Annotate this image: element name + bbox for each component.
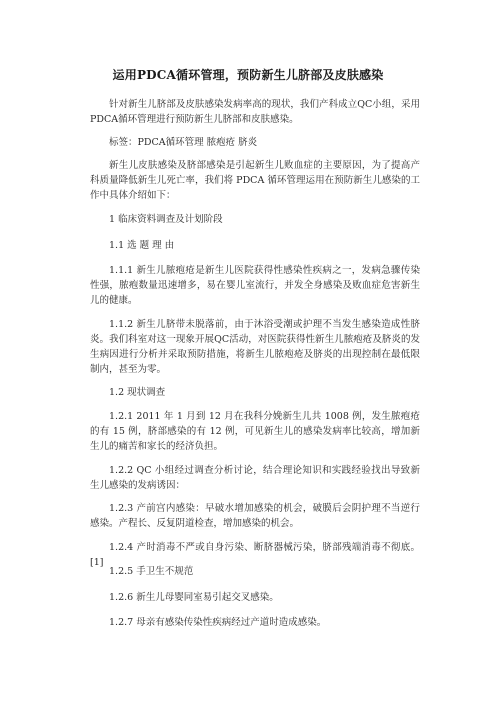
section-heading-1-1: 1.1 选 题 理 由 — [109, 240, 175, 251]
paragraph-1-2-1: 1.2.1 2011 年 1 月到 12 月在我科分娩新生儿共 1008 例，发生脓疱疮的有 15 例，脐部感染的有 12 例，可见新生儿的感染发病率比较高，增加新生儿的痛苦和家长的经济负担。 — [90, 411, 420, 452]
paragraph-1-2-4: 1.2.4 产时消毒不严或自身污染、断脐器械污染，脐部残端消毒不彻底。[1] — [90, 542, 420, 568]
paragraph-1-2-3: 1.2.3 产前宫内感染：早破水增加感染的机会，破膜后会阴护理不当逆行感染。产程长、反复阴道检查，增加感染的机会。 — [90, 503, 420, 529]
paragraph-1-1-1: 1.1.1 新生儿脓疱疮是新生儿医院获得性感染性疾病之一，发病急骤传染性强，脓疱数量迅速增多，易在婴儿室流行，并发全身感染及败血症危害新生儿的健康。 — [90, 265, 420, 306]
paragraph-1-2-7: 1.2.7 母亲有感染传染性疾病经过产道时造成感染。 — [109, 617, 327, 628]
section-heading-1-2: 1.2 现状调查 — [109, 387, 166, 398]
paragraph-1-1-2: 1.1.2 新生儿脐带未脱落前，由于沐浴受潮或护理不当发生感染造成性脐炎。我们科室对这一现象开展QC活动，对医院获得性新生儿脓疱疮及脐炎的发生病因进行分析并采取预防措施，将新生儿脓疱疮及脐炎的出现控制在最低限制内，甚至为零。 — [90, 319, 420, 375]
paragraph-1-2-6: 1.2.6 新生儿母婴同室易引起交叉感染。 — [109, 592, 279, 603]
abstract-paragraph: 针对新生儿脐部及皮肤感染发病率高的现状，我们产科成立QC小组，采用PDCA循环管理进行预防新生儿脐部和皮肤感染。 — [90, 99, 420, 125]
section-heading-1: 1 临床资料调查及计划阶段 — [109, 214, 223, 225]
paragraph-1-2-2: 1.2.2 QC 小组经过调查分析讨论，结合理论知识和实践经验找出导致新生儿感染的发病诱因： — [90, 465, 420, 491]
intro-paragraph: 新生儿皮肤感染及脐部感染是引起新生儿败血症的主要原因，为了提高产科质量降低新生儿死亡率，我们将 PDCA 循环管理运用在预防新生儿感染的工作中具体介绍如下： — [90, 160, 420, 201]
document-title: 运用PDCA循环管理，预防新生儿脐部及皮肤感染 — [112, 68, 384, 82]
keywords-line: 标签：PDCA循环管理 脓疱疮 脐炎 — [109, 137, 258, 148]
paragraph-1-2-5: 1.2.5 手卫生不规范 — [109, 566, 194, 577]
